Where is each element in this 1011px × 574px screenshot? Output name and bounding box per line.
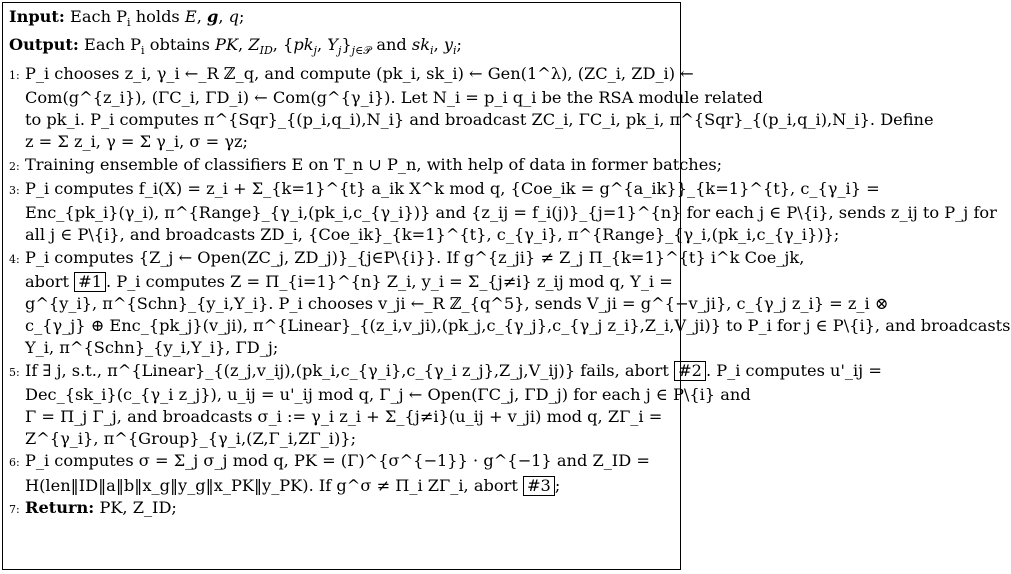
step-line: to pk_i. P_i computes π^{Sqr}_{(p_i,q_i),N_i} and broadcast ZC_i, ΓC_i, pk_i, π^{Sqr}_{(p_i,q_i),N_i}. Define — [25, 110, 934, 130]
step-line: P_i computes {Z_j ← Open(ZC_j, ZD_j)}_{j∈P\{i}}. If g^{z_ji} ≠ Z_j Π_{k=1}^{t} i^k Coe_jk, — [25, 247, 805, 267]
step-5 — [9, 360, 882, 451]
return-label: Return: — [25, 497, 95, 517]
step-line: H(len‖ID‖a‖b‖x_g‖y_g‖x_PK‖y_PK). If g^σ ≠ Π_i ZΓ_i, abort #3 ; — [25, 475, 561, 495]
step-line: If ∃ j, s.t., π^{Linear}_{(z_j,v_ij),(pk_i,c_{γ_i},c_{γ_i z_j},Z_j,V_ij)} fails, abort #2 . P_i computes u'_ij = — [25, 360, 882, 380]
step-line: abort #1 . P_i computes Z = Π_{i=1}^{n} Z_i, y_i = Σ_{j≠i} z_ij mod q, Y_i = — [25, 271, 673, 291]
step-number: 5: — [9, 365, 20, 379]
step-line: c_{γ_j} ⊕ Enc_{pk_j}(v_ji), π^{Linear}_{(z_i,v_ji),(pk_j,c_{γ_j},c_{γ_j z_i},Z_i,V_ji)} to P_i for j ∈ P\{i}, and broadcasts — [25, 316, 1011, 336]
output-line: Output: Each $P_i$ obtains PK, $Z_{ID}$, {$pk_j$, $Y_j\}_{j\in 𝒫}$ and $sk_i$, $y_i$; — [9, 35, 463, 58]
step-line: Dec_{sk_i}(c_{γ_i z_j}), u_ij = u'_ij mod q, Γ_j ← Open(ΓC_j, ΓD_j) for each j ∈ P\{i} and — [25, 384, 751, 404]
step-line: z = Σ z_i, γ = Σ γ_i, σ = γz; — [25, 132, 248, 152]
abort-box: #1 — [74, 272, 106, 292]
algorithm-box — [2, 2, 1011, 570]
step-line: Com(g^{z_i}), (ΓC_i, ΓD_i) ← Com(g^{γ_i}). Let N_i = p_i q_i be the RSA module related — [25, 88, 763, 108]
step-6 — [9, 450, 679, 496]
input-line: Input: Each $P_i$ holds E, g, q; — [9, 7, 245, 30]
step-line: Training ensemble of classifiers E on T_n ∪ P_n, with help of data in former batches; — [25, 154, 723, 174]
input-label: Input: — [9, 7, 65, 26]
step-number: 2: — [9, 159, 20, 173]
step-line: P_i computes σ = Σ_j σ_j mod q, PK = (Γ)^{σ^{−1}} · g^{−1} and Z_ID = — [25, 451, 650, 471]
algorithm-content — [9, 6, 1011, 521]
step-number: 6: — [9, 456, 20, 470]
output-label: Output: — [9, 35, 79, 55]
step-line: P_i chooses z_i, γ_i ←_R ℤ_q, and compute (pk_i, sk_i) ← Gen(1^λ), (ZC_i, ZD_i) ← — [25, 63, 694, 83]
step-line: P_i computes f_i(X) = z_i + Σ_{k=1}^{t} a_ik X^k mod q, {Coe_ik = g^{a_ik}}_{k=1}^{t}, c_{γ_i} = — [25, 178, 880, 198]
step-line: g^{y_i}, π^{Schn}_{y_i,Y_i}. P_i chooses v_ji ←_R ℤ_{q^5}, sends V_ji = g^{−v_ji}, c_{γ_j z_i} = z_i ⊗ — [25, 293, 889, 313]
step-line: all j ∈ P\{i}, and broadcasts ZD_i, {Coe_ik}_{k=1}^{t}, c_{γ_i}, π^{Range}_{γ_i,(pk_i,c_{γ_i})}; — [25, 225, 840, 245]
step-7 — [9, 497, 679, 521]
step-1 — [9, 63, 934, 154]
step-line: Enc_{pk_i}(γ_i), π^{Range}_{γ_i,(pk_i,c_{γ_i})} and {z_ij = f_i(j)}_{j=1}^{n} for each j ∈ P\{i}, sends z_ij to P_j for — [25, 203, 997, 223]
step-number: 1: — [9, 68, 20, 82]
step-2 — [9, 154, 723, 178]
step-line: PK, Z_ID; — [99, 497, 177, 517]
step-number: 3: — [9, 183, 20, 197]
step-line: Γ = Π_j Γ_j, and broadcasts σ_i := γ_i z_i + Σ_{j≠i}(u_ij + v_ji) mod q, ZΓ_i = — [25, 406, 663, 426]
abort-box: #3 — [523, 476, 555, 496]
abort-box: #2 — [674, 361, 706, 381]
step-4 — [9, 247, 1011, 360]
step-number: 7: — [9, 502, 20, 516]
step-3 — [9, 178, 997, 247]
step-number: 4: — [9, 252, 20, 266]
step-line: Y_i, π^{Schn}_{y_i,Y_i}, ΓD_j; — [25, 338, 279, 358]
step-line: Z^{γ_i}, π^{Group}_{γ_i,(Z,Γ_i,ZΓ_i)}; — [25, 429, 357, 449]
